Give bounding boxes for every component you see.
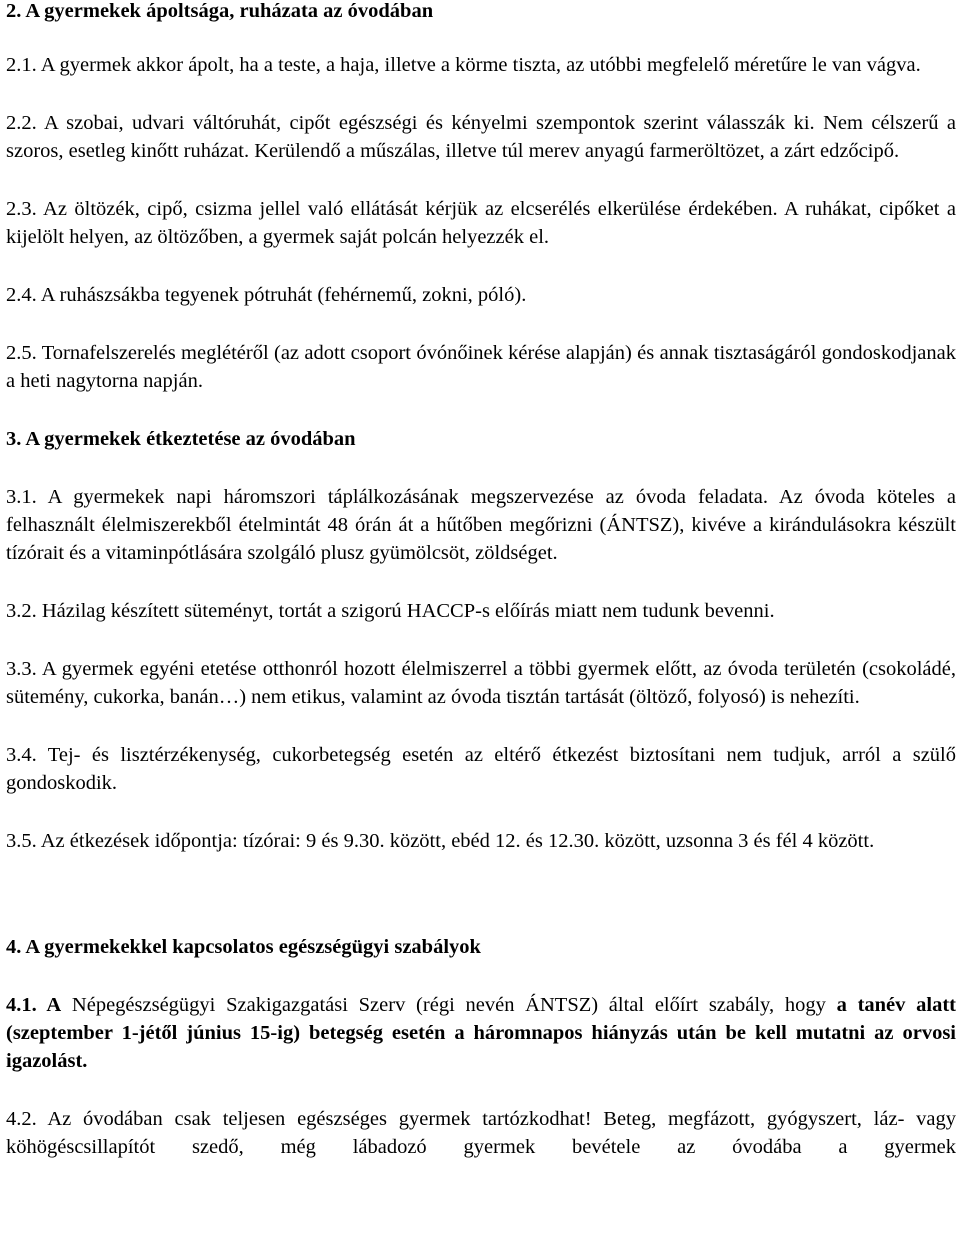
- paragraph-3-4: 3.4. Tej- és lisztérzékenység, cukorbetegség esetén az eltérő étkezést biztosítani nem tudjuk, arról a szülő gondoskodik.: [6, 744, 956, 794]
- paragraph-3-5: 3.5. Az étkezések időpontja: tízórai: 9 és 9.30. között, ebéd 12. és 12.30. között, uzsonna 3 és fél 4 között.: [6, 830, 875, 852]
- paragraph-4-2: 4.2. Az óvodában csak teljesen egészséges gyermek tartózkodhat! Beteg, megfázott, gyógyszert, láz- vagy köhögéscsillapítót szedő, még lábadozó gyermek bevétele az óvodába a gyermek: [6, 1108, 956, 1158]
- section-3-heading: 3. A gyermekek étkeztetése az óvodában: [6, 428, 356, 450]
- spacer: [6, 309, 956, 339]
- paragraph-3-2: 3.2. Házilag készített süteményt, tortát a szigorú HACCP-s előírás miatt nem tudunk bevenni.: [6, 600, 775, 622]
- section-4-heading: 4. A gyermekekkel kapcsolatos egészségügyi szabályok: [6, 936, 481, 958]
- spacer: [6, 165, 956, 195]
- spacer: [6, 395, 956, 425]
- paragraph-2-1: 2.1. A gyermek akkor ápolt, ha a teste, a haja, illetve a körme tiszta, az utóbbi megfelelő méretűre le van vágva.: [6, 54, 921, 76]
- spacer: [6, 1075, 956, 1105]
- spacer: [6, 797, 956, 827]
- spacer: [6, 25, 956, 51]
- spacer: [6, 79, 956, 109]
- spacer: [6, 251, 956, 281]
- paragraph-2-4: 2.4. A ruhászsákba tegyenek pótruhát (fehérnemű, zokni, póló).: [6, 284, 527, 306]
- paragraph-4-1: [6, 991, 956, 1075]
- paragraph-2-3: 2.3. Az öltözék, cipő, csizma jellel való ellátását kérjük az elcserélés elkerülése érdekében. A ruhákat, cipőket a kijelölt helyen, az öltözőben, a gyermek saját polcán helyezzék el.: [6, 198, 956, 248]
- spacer: [6, 855, 956, 933]
- section-2-heading: 2. A gyermekek ápoltsága, ruházata az óvodában: [6, 0, 434, 22]
- paragraph-2-5: 2.5. Tornafelszerelés meglétéről (az adott csoport óvónőinek kérése alapján) és annak tisztaságáról gondoskodjanak a heti nagytorna napján.: [6, 342, 956, 392]
- spacer: [6, 961, 956, 991]
- bold-text: a tanév alatt (szeptember 1-jétől június 15-ig) betegség esetén a háromnapos hiányzás után be kell mutatni az orvosi igazolást.: [6, 994, 956, 1072]
- paragraph-3-3: 3.3. A gyermek egyéni etetése otthonról hozott élelmiszerrel a többi gyermek előtt, az óvoda területén (csokoládé, sütemény, cukorka, banán…) nem etikus, valamint az óvoda tisztán tartását (öltöző, folyosó) is nehezíti.: [6, 658, 956, 708]
- paragraph-3-1: 3.1. A gyermekek napi háromszori táplálkozásának megszervezése az óvoda feladata. Az óvoda köteles a felhasznált élelmiszerekből ételmintát 48 órán át a hűtőben megőrizni (ÁNTSZ), kivéve a kirándulásokra készült tízórait és a vitaminpótlására szolgáló plusz gyümölcsöt, zöldséget.: [6, 486, 956, 564]
- document-page: [6, 0, 956, 1161]
- item-number: 4.1. A: [6, 994, 62, 1016]
- spacer: [6, 453, 956, 483]
- spacer: [6, 625, 956, 655]
- spacer: [6, 711, 956, 741]
- spacer: [6, 567, 956, 597]
- paragraph-2-2: 2.2. A szobai, udvari váltóruhát, cipőt egészségi és kényelmi szempontok szerint válasszák ki. Nem célszerű a szoros, esetleg kinőtt ruházat. Kerülendő a műszálas, illetve túl merev anyagú farmeröltözet, a zárt edzőcipő.: [6, 112, 956, 162]
- plain-text: Népegészségügyi Szakigazgatási Szerv (régi nevén ÁNTSZ) által előírt szabály, hogy: [61, 994, 837, 1016]
